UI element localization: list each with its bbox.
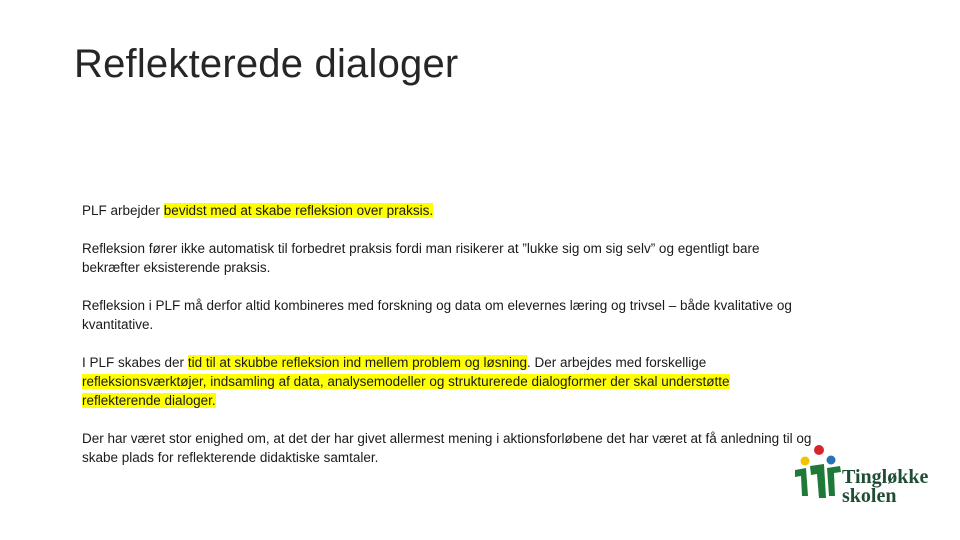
school-logo-text xyxy=(842,468,928,506)
logo-dot-blue xyxy=(827,456,836,465)
paragraph-4 xyxy=(82,353,812,410)
logo-figures xyxy=(795,464,841,498)
paragraph-3: Refleksion i PLF må derfor altid kombineres med forskning og data om elevernes læring og trivsel – både kvalitative og kvantitative. xyxy=(82,298,792,332)
school-logo-mark xyxy=(794,444,844,504)
paragraph-2: Refleksion fører ikke automatisk til forbedret praksis fordi man risikerer at ”lukke sig om sig selv” og egentligt bare bekræfter eksisterende praksis. xyxy=(82,241,760,275)
slide-body xyxy=(82,201,812,486)
paragraph-1-text: PLF arbejder xyxy=(82,203,164,218)
logo-dot-yellow xyxy=(801,457,810,466)
logo-dot-red xyxy=(814,445,824,455)
school-logo-line1: Tingløkke xyxy=(842,466,929,488)
slide-title: Reflekterede dialoger xyxy=(74,42,459,86)
paragraph-5: Der har været stor enighed om, at det der har givet allermest mening i aktionsforløbene det har været at få anledning til og skabe plads for reflekterende didaktiske samtaler. xyxy=(82,431,812,465)
school-logo-line2: skolen xyxy=(842,485,897,507)
paragraph-4-text-a: I PLF skabes der xyxy=(82,355,188,370)
school-logo xyxy=(794,440,944,510)
paragraph-1 xyxy=(82,201,812,220)
paragraph-4-highlight-1: tid til at skubbe refleksion ind mellem problem og løsning xyxy=(187,355,527,370)
paragraph-4-highlight-2: refleksionsværktøjer, indsamling af data, analysemodeller og strukturerede dialogformer der skal understøtte reflekterende dialoger. xyxy=(82,374,730,408)
paragraph-1-highlight: bevidst med at skabe refleksion over praksis. xyxy=(163,203,434,218)
paragraph-4-text-c: . Der arbejdes med forskellige xyxy=(526,355,707,370)
